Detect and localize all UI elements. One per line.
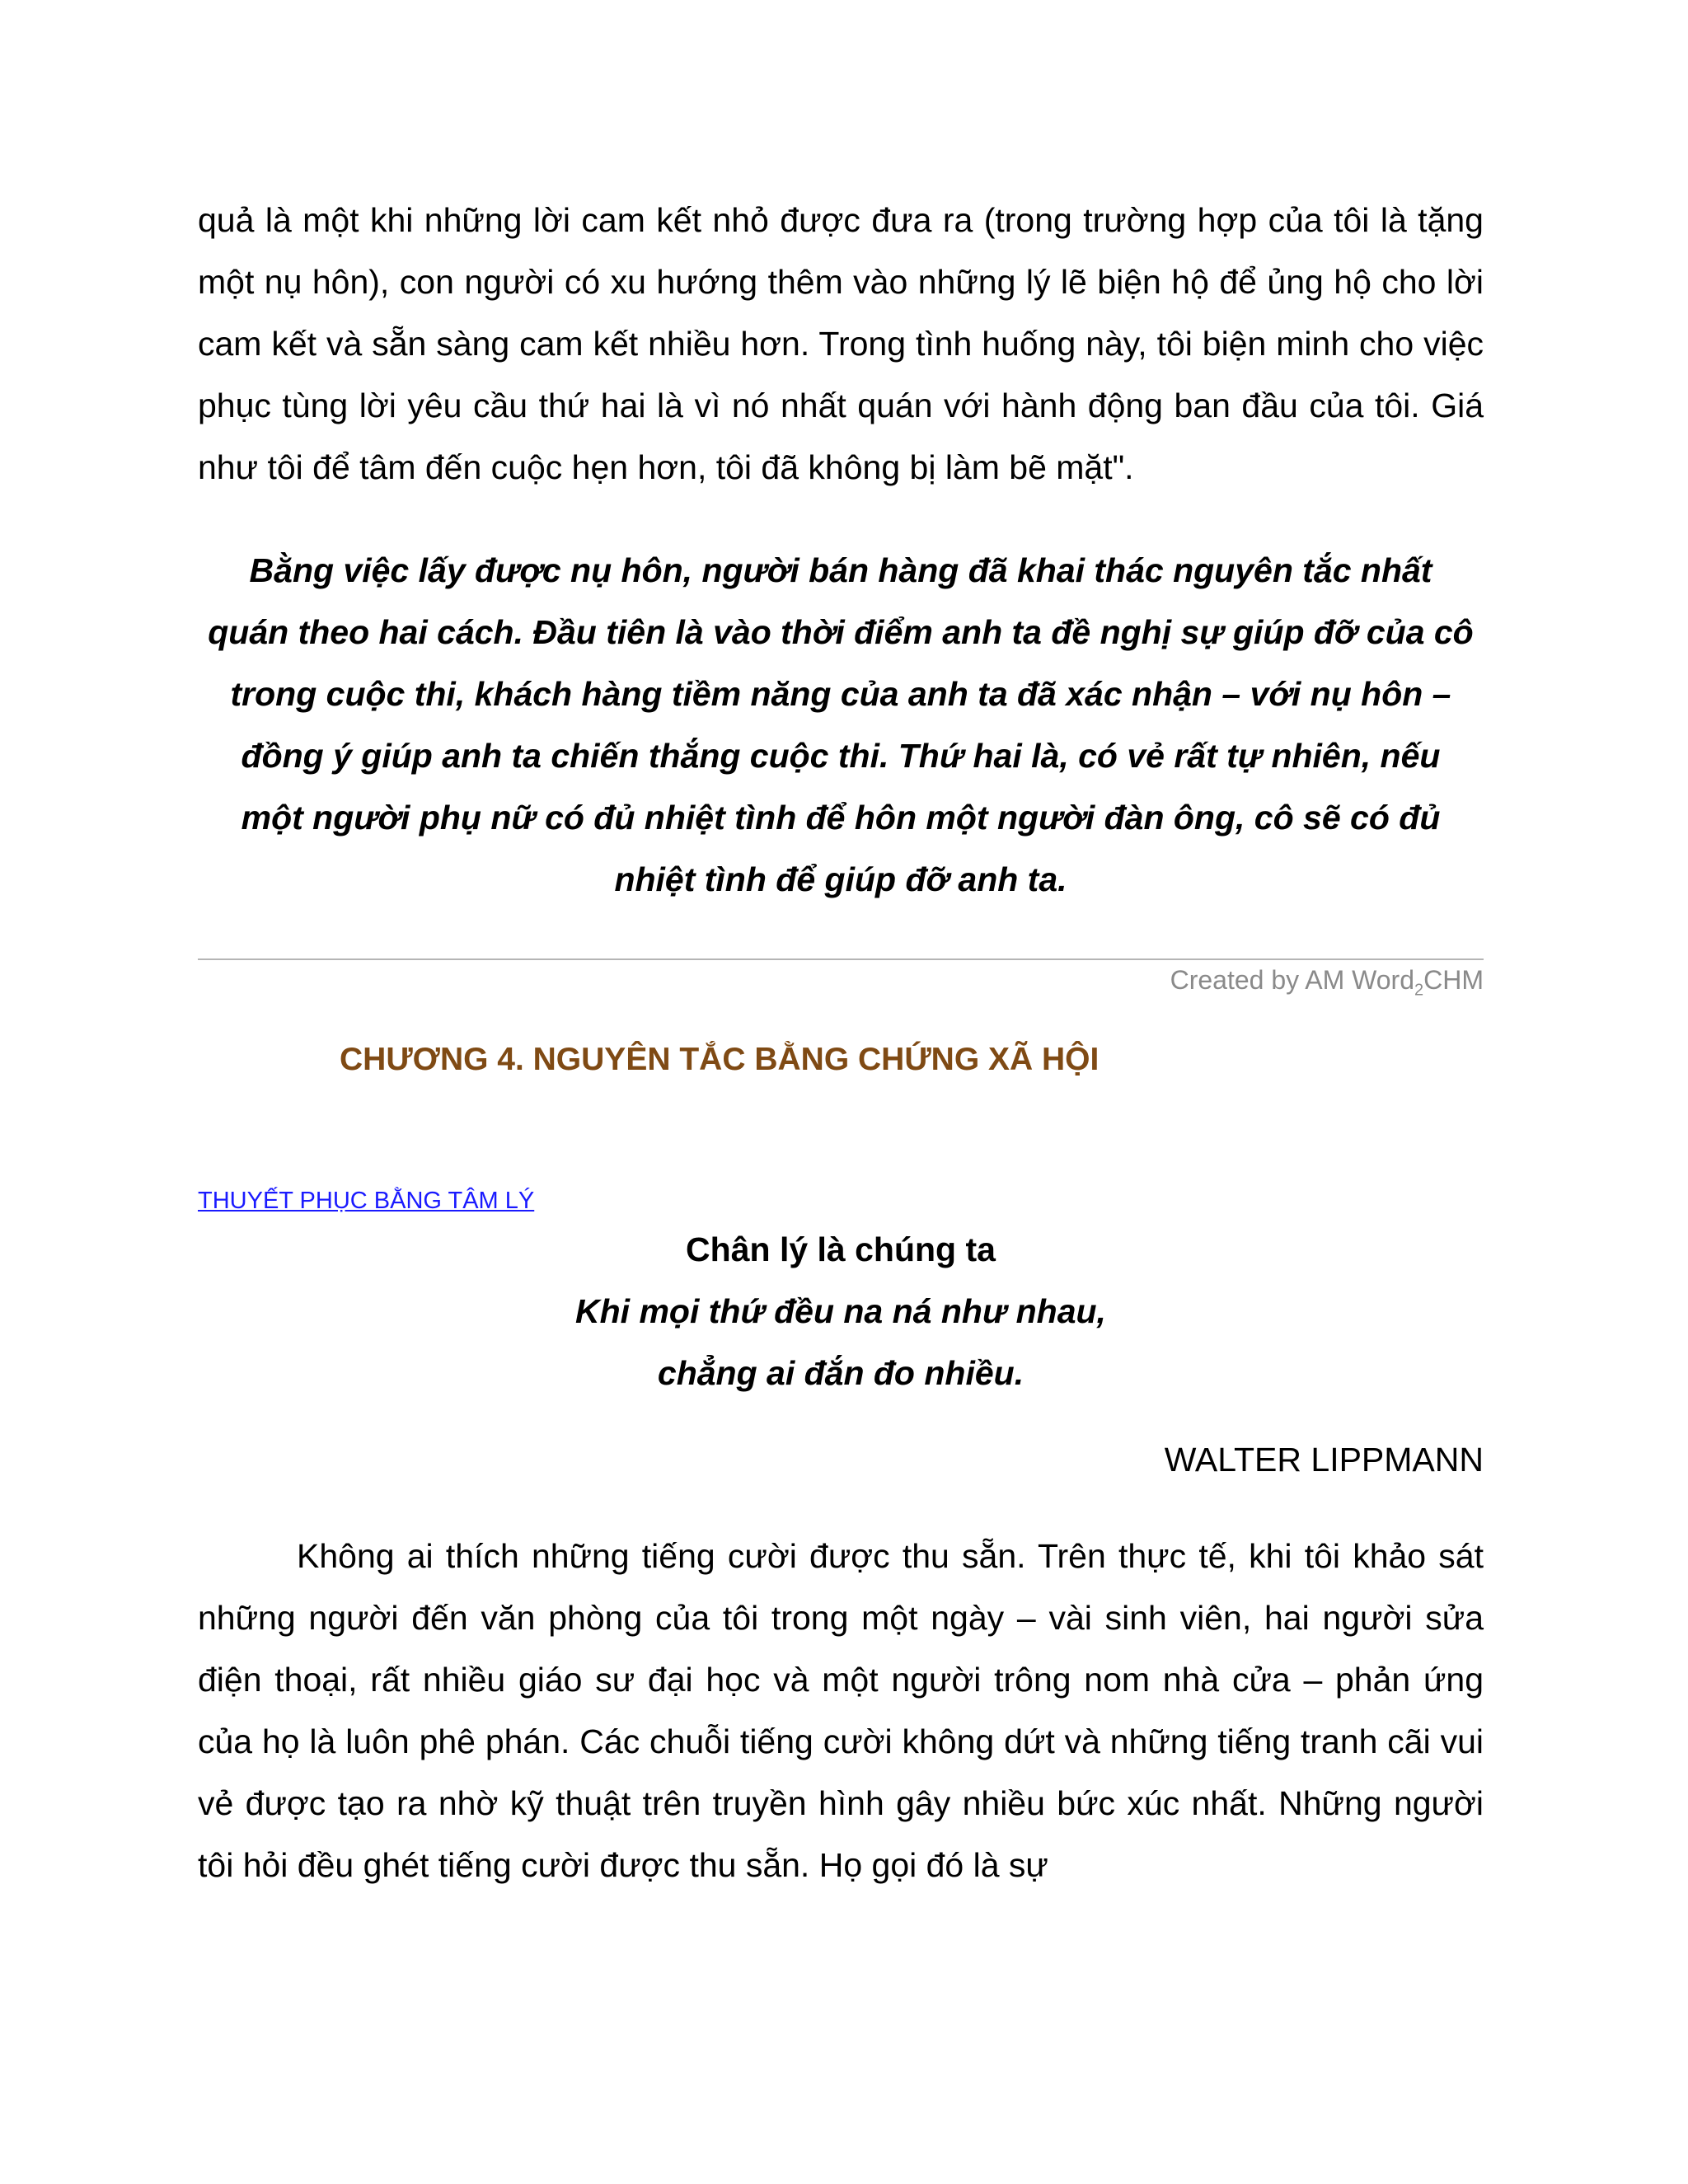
body-paragraph: Không ai thích những tiếng cười được thu sẵn. Trên thực tế, khi tôi khảo sát những người đến văn phòng của tôi trong một ngày – vài sinh viên, hai người sửa điện thoại, rất nhiều giáo sư đại học và một người trông nom nhà cửa – phản ứng của họ là luôn phê phán. Các chuỗi tiếng cười không dứt và những tiếng tranh cãi vui vẻ được tạo ra nhờ kỹ thuật trên truyền hình gây nhiều bức xúc nhất. Những người tôi hỏi đều ghét tiếng cười được thu sẵn. Họ gọi đó là sự [198,1537,1484,1885]
top-paragraph: quả là một khi những lời cam kết nhỏ được đưa ra (trong trường hợp của tôi là tặng một nụ hôn), con người có xu hướng thêm vào những lý lẽ biện hộ để ủng hộ cho lời cam kết và sẵn sàng cam kết nhiều hơn. Trong tình huống này, tôi biện minh cho việc phục tùng lời yêu cầu thứ hai là vì nó nhất quán với hành động ban đầu của tôi. Giá như tôi để tâm đến cuộc hẹn hơn, tôi đã không bị làm bẽ mặt". [198,201,1484,486]
epigraph [198,1219,1484,1404]
created-by-subscript: 2 [1414,981,1424,1000]
created-by-suffix: CHM [1423,965,1484,995]
epigraph-author: WALTER LIPPMANN [1164,1441,1484,1479]
highlight-paragraph: Bằng việc lấy được nụ hôn, người bán hàng đã khai thác nguyên tắc nhất quán theo hai cách. Đầu tiên là vào thời điểm anh ta đề nghị sự giúp đỡ của cô trong cuộc thi, khách hàng tiềm năng của anh ta đã xác nhận – với nụ hôn – đồng ý giúp anh ta chiến thắng cuộc thi. Thứ hai là, có vẻ rất tự nhiên, nếu một người phụ nữ có đủ nhiệt tình để hôn một người đàn ông, cô sẽ có đủ nhiệt tình để giúp đỡ anh ta. [208,551,1474,898]
epigraph-line-3: chẳng ai đắn đo nhiều. [657,1354,1025,1393]
created-by-footer [198,963,1484,1006]
created-by-prefix: Created by AM Word [1170,965,1414,995]
chapter-title: CHƯƠNG 4. NGUYÊN TẮC BẰNG CHỨNG XÃ HỘI [340,1042,1100,1078]
document-page [198,190,1484,1896]
book-title-link[interactable]: THUYẾT PHỤC BẰNG TÂM LÝ [198,1188,535,1215]
epigraph-line-1: Chân lý là chúng ta [686,1230,996,1269]
epigraph-line-2: Khi mọi thứ đều na ná như nhau, [575,1292,1106,1331]
section-divider [198,958,1484,960]
